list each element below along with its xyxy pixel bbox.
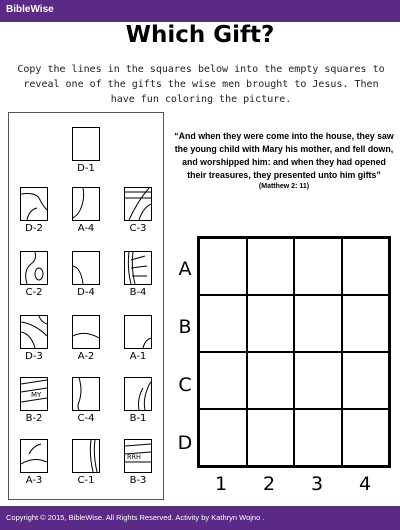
piece-b-4: [116, 251, 160, 298]
drawing-grid[interactable]: [197, 236, 391, 468]
piece-b-2: [12, 377, 56, 424]
grid-cell-b3[interactable]: [294, 295, 342, 352]
piece-box: [124, 251, 152, 285]
piece-d-4: [64, 251, 108, 298]
piece-label: A-3: [25, 475, 43, 486]
grid-cell-c3[interactable]: [294, 352, 342, 409]
piece-label: B-4: [129, 287, 147, 298]
pieces-panel: [8, 112, 164, 500]
col-label-3: 3: [310, 473, 324, 495]
piece-label: C-2: [25, 287, 43, 298]
piece-box: [72, 315, 100, 349]
piece-box: [124, 315, 152, 349]
piece-text-my: MY: [31, 391, 42, 399]
piece-box: [20, 439, 48, 473]
piece-box: [124, 187, 152, 221]
grid-cell-a2[interactable]: [247, 238, 295, 295]
grid-cell-a3[interactable]: [294, 238, 342, 295]
piece-b-3: [116, 439, 160, 486]
piece-label: D-3: [25, 351, 43, 362]
col-label-4: 4: [358, 473, 372, 495]
row-label-b: B: [178, 316, 192, 338]
row-label-a: A: [178, 258, 192, 280]
footer-bar: [0, 506, 400, 530]
piece-d-1: [64, 127, 108, 174]
piece-box: [20, 187, 48, 221]
piece-a-2: [64, 315, 108, 362]
piece-box: [20, 315, 48, 349]
piece-a-1: [116, 315, 160, 362]
grid-cell-d1[interactable]: [199, 409, 247, 466]
grid-cell-b1[interactable]: [199, 295, 247, 352]
quote-text: “And when they were come into the house, they saw the young child with Mary his mother, and fell down, and worshipped him: and when they had opened their treasures, they presented unto him gifts”: [174, 131, 394, 180]
piece-label: D-1: [77, 163, 95, 174]
piece-label: C-3: [129, 223, 147, 234]
piece-box: [72, 377, 100, 411]
brand-logo: BibleWise: [6, 4, 54, 15]
piece-label: B-1: [129, 413, 147, 424]
grid-cell-a4[interactable]: [342, 238, 390, 295]
copyright-text: Copyright © 2015, BibleWise. All Rights Reserved. Activity by Kathryn Wojno .: [6, 513, 265, 522]
grid-cell-d3[interactable]: [294, 409, 342, 466]
piece-c-3: [116, 187, 160, 234]
page-title: Which Gift?: [125, 22, 275, 48]
piece-c-4: [64, 377, 108, 424]
grid-cell-b2[interactable]: [247, 295, 295, 352]
piece-d-2: [12, 187, 56, 234]
piece-label: B-2: [25, 413, 43, 424]
piece-box: [20, 377, 48, 411]
piece-label: B-3: [129, 475, 147, 486]
grid-cell-c1[interactable]: [199, 352, 247, 409]
grid-cell-c2[interactable]: [247, 352, 295, 409]
grid-cell-d4[interactable]: [342, 409, 390, 466]
piece-label: C-4: [77, 413, 95, 424]
header-bar: [0, 0, 400, 22]
piece-box: [20, 251, 48, 285]
piece-a-3: [12, 439, 56, 486]
row-label-d: D: [177, 432, 193, 454]
piece-label: D-4: [77, 287, 95, 298]
piece-c-2: [12, 251, 56, 298]
piece-label: A-2: [77, 351, 95, 362]
piece-box: [72, 251, 100, 285]
quote-reference: (Matthew 2: 11): [258, 183, 310, 190]
instructions-text: Copy the lines in the squares below into the empty squares to reveal one of the gifts the wise men brought to Jesus. Then have fun coloring the picture.: [17, 64, 385, 105]
piece-box: [124, 439, 152, 473]
piece-box: [72, 127, 100, 161]
piece-a-4: [64, 187, 108, 234]
row-label-c: C: [178, 374, 192, 396]
piece-text-rrh: RRH: [127, 453, 141, 461]
piece-box: [72, 187, 100, 221]
piece-d-3: [12, 315, 56, 362]
grid-cell-c4[interactable]: [342, 352, 390, 409]
piece-box: [124, 377, 152, 411]
piece-b-1: [116, 377, 160, 424]
piece-label: A-4: [77, 223, 95, 234]
piece-c-1: [64, 439, 108, 486]
grid-cell-a1[interactable]: [199, 238, 247, 295]
piece-label: C-1: [77, 475, 95, 486]
piece-box: [72, 439, 100, 473]
col-label-2: 2: [262, 473, 276, 495]
col-label-1: 1: [214, 473, 228, 495]
piece-label: D-2: [25, 223, 43, 234]
grid-cell-d2[interactable]: [247, 409, 295, 466]
bible-quote: [172, 130, 396, 192]
piece-label: A-1: [129, 351, 147, 362]
grid-cell-b4[interactable]: [342, 295, 390, 352]
